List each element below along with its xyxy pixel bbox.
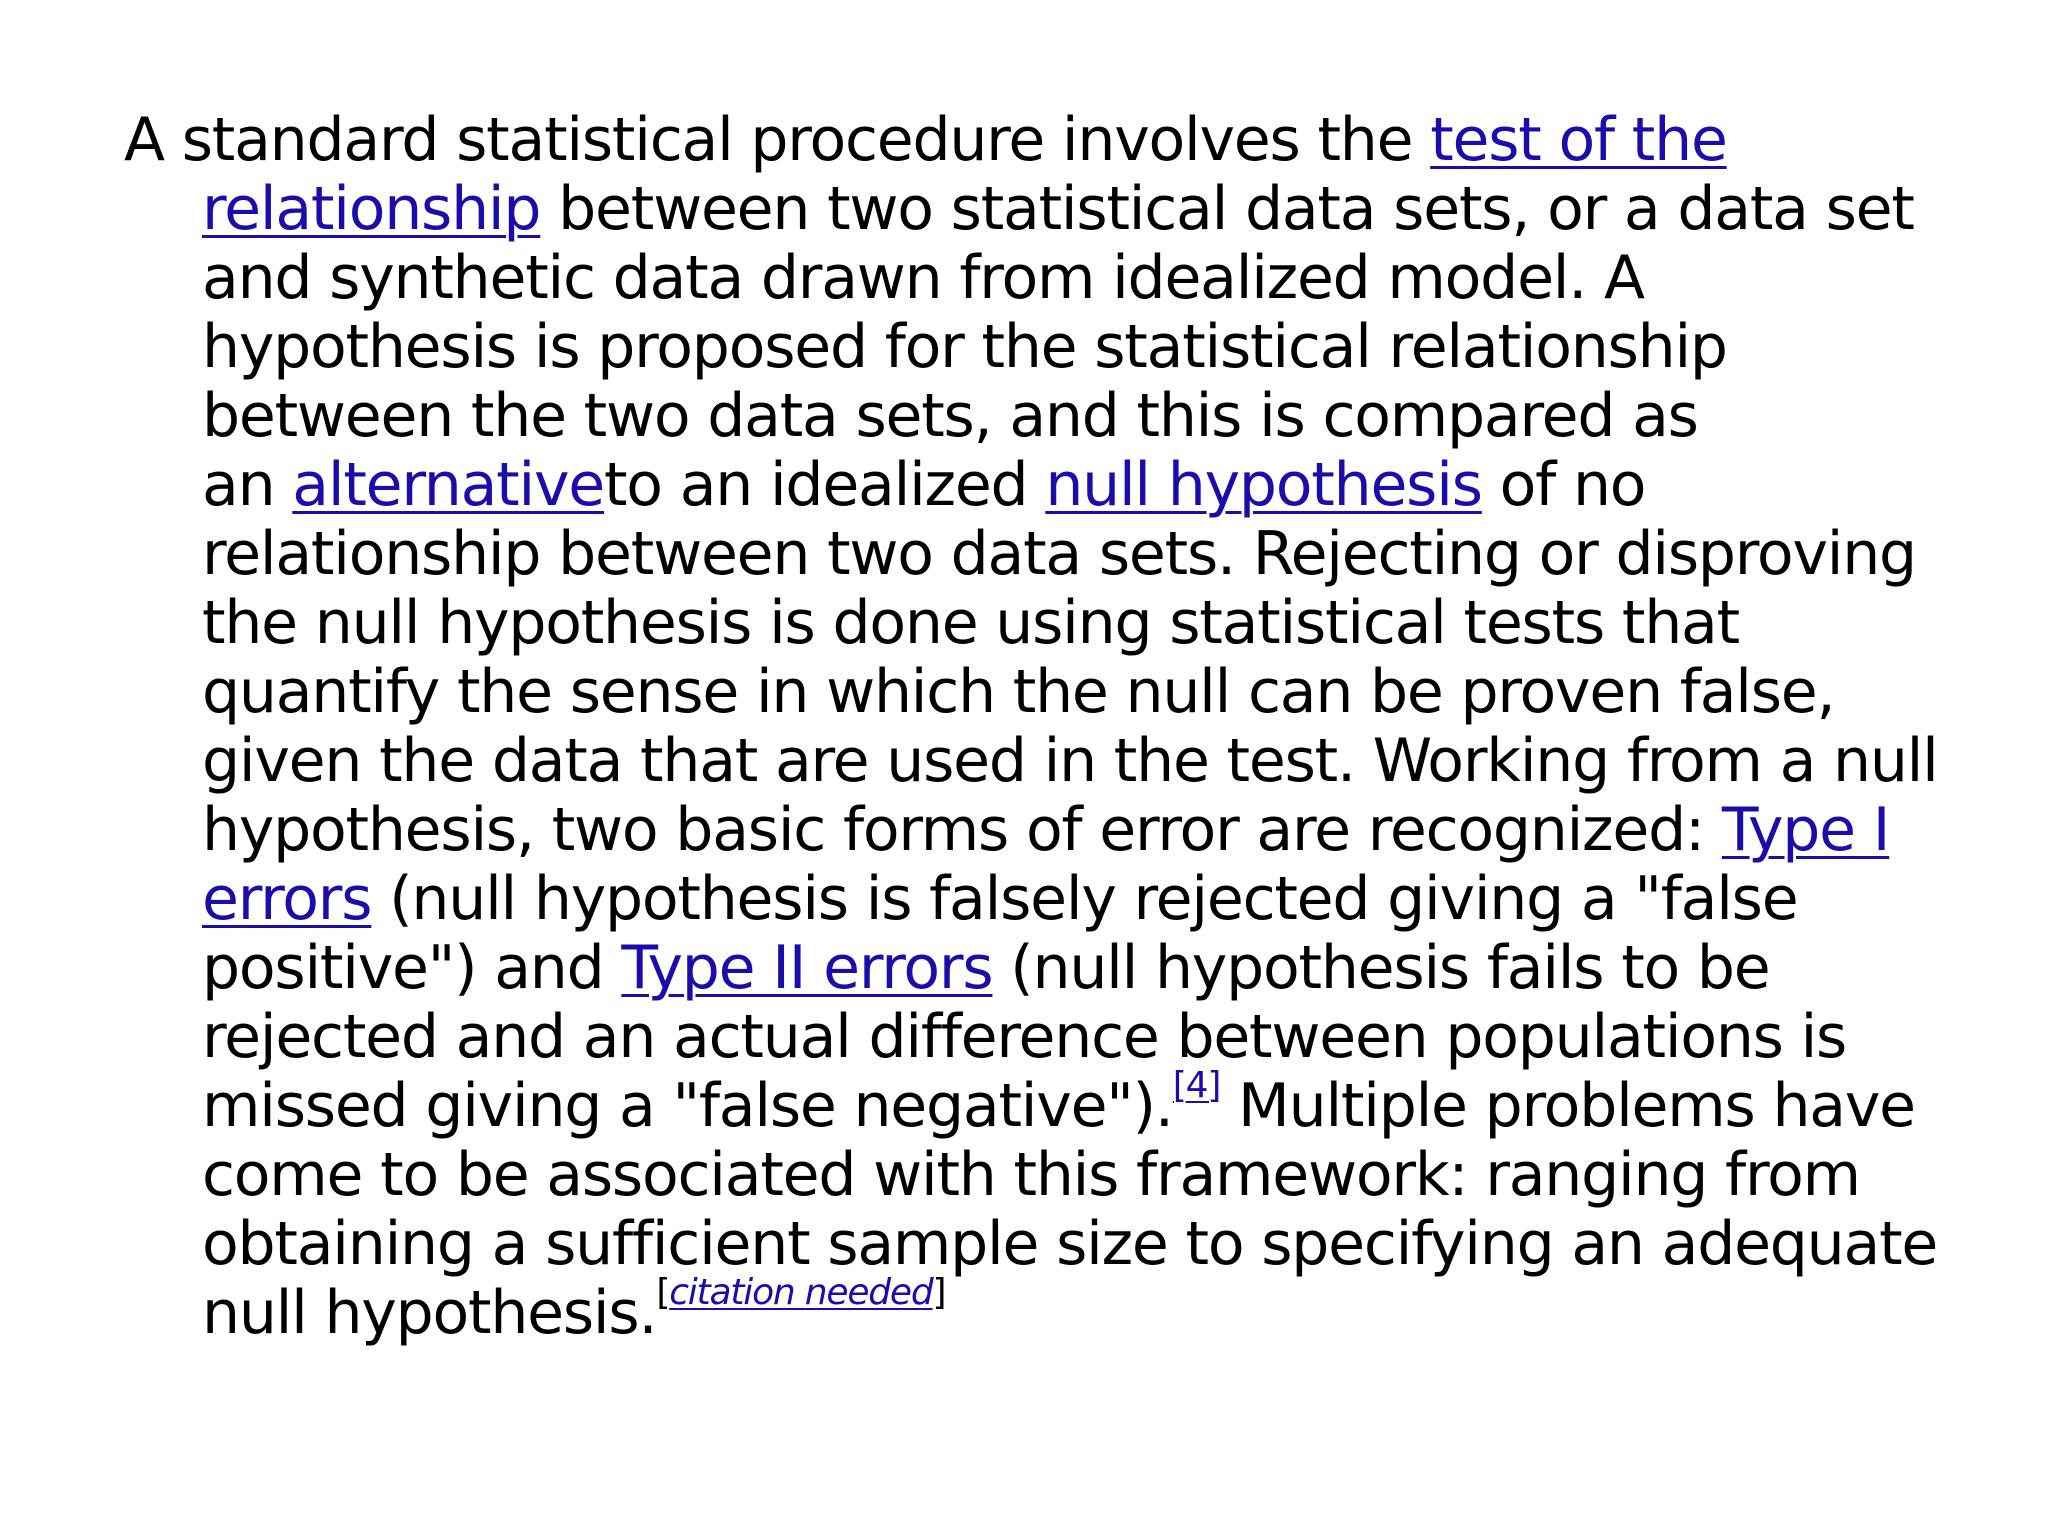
text-span: positive") and: [202, 933, 622, 1003]
text-span: an: [202, 450, 293, 520]
link-test-of-the-relationship[interactable]: test of the: [1430, 105, 1727, 175]
text-span: A standard statistical procedure involves the: [124, 105, 1431, 175]
text-span: of no: [1481, 450, 1646, 520]
line-6: [202, 451, 2048, 520]
citation-needed: [656, 1272, 945, 1313]
link-type-i-errors[interactable]: Type I: [1721, 795, 1890, 865]
line-11: [202, 796, 2048, 865]
link-null-hypothesis[interactable]: null hypothesis: [1045, 450, 1482, 520]
line-5: between the two data sets, and this is compared as: [202, 381, 1698, 451]
reference-4-link[interactable]: [4]: [1172, 1065, 1221, 1106]
citation-bracket-open: [: [656, 1272, 670, 1313]
line-7: relationship between two data sets. Rejecting or disproving: [202, 519, 1916, 589]
link-type-i-errors-cont[interactable]: errors: [202, 864, 372, 934]
line-18: [202, 1272, 2048, 1348]
text-span: missed giving a "false negative").: [202, 1071, 1173, 1141]
text-span: (null hypothesis is falsely rejected giving a "false: [371, 864, 1798, 934]
citation-needed-link[interactable]: [669, 1272, 932, 1313]
line-14: rejected and an actual difference between populations is: [202, 1002, 1847, 1072]
line-16: come to be associated with this framework: ranging from: [202, 1140, 1860, 1210]
line-4: hypothesis is proposed for the statistical relationship: [202, 312, 1727, 382]
line-12: [202, 865, 2048, 934]
line-2: [202, 175, 2048, 244]
text-span: null hypothesis.: [202, 1278, 657, 1348]
text-span: to an idealized: [603, 450, 1046, 520]
reference-4: [1173, 1065, 1220, 1106]
line-13: [202, 934, 2048, 1003]
line-15: [202, 1065, 2048, 1141]
citation-bracket-close: ]: [932, 1272, 946, 1313]
line-3: and synthetic data drawn from idealized model. A: [202, 243, 1644, 313]
link-alternative[interactable]: alternative: [292, 450, 604, 520]
line-10: given the data that are used in the test. Working from a null: [202, 726, 1938, 796]
body-paragraph: [124, 106, 2048, 1348]
line-9: quantify the sense in which the null can be proven false,: [202, 657, 1835, 727]
text-span: between two statistical data sets, or a data set: [540, 174, 1914, 244]
link-type-ii-errors[interactable]: Type II errors: [621, 933, 993, 1003]
line-1: [124, 105, 2048, 175]
text-span: hypothesis, two basic forms of error are recognized:: [202, 795, 1722, 865]
line-8: the null hypothesis is done using statistical tests that: [202, 588, 1739, 658]
citation-needed-text: citation needed: [669, 1272, 933, 1313]
line-17: obtaining a sufficient sample size to specifying an adequate: [202, 1209, 1938, 1279]
text-span: (null hypothesis fails to be: [992, 933, 1770, 1003]
text-span: Multiple problems have: [1220, 1071, 1915, 1141]
link-test-of-the-relationship-cont[interactable]: relationship: [202, 174, 541, 244]
